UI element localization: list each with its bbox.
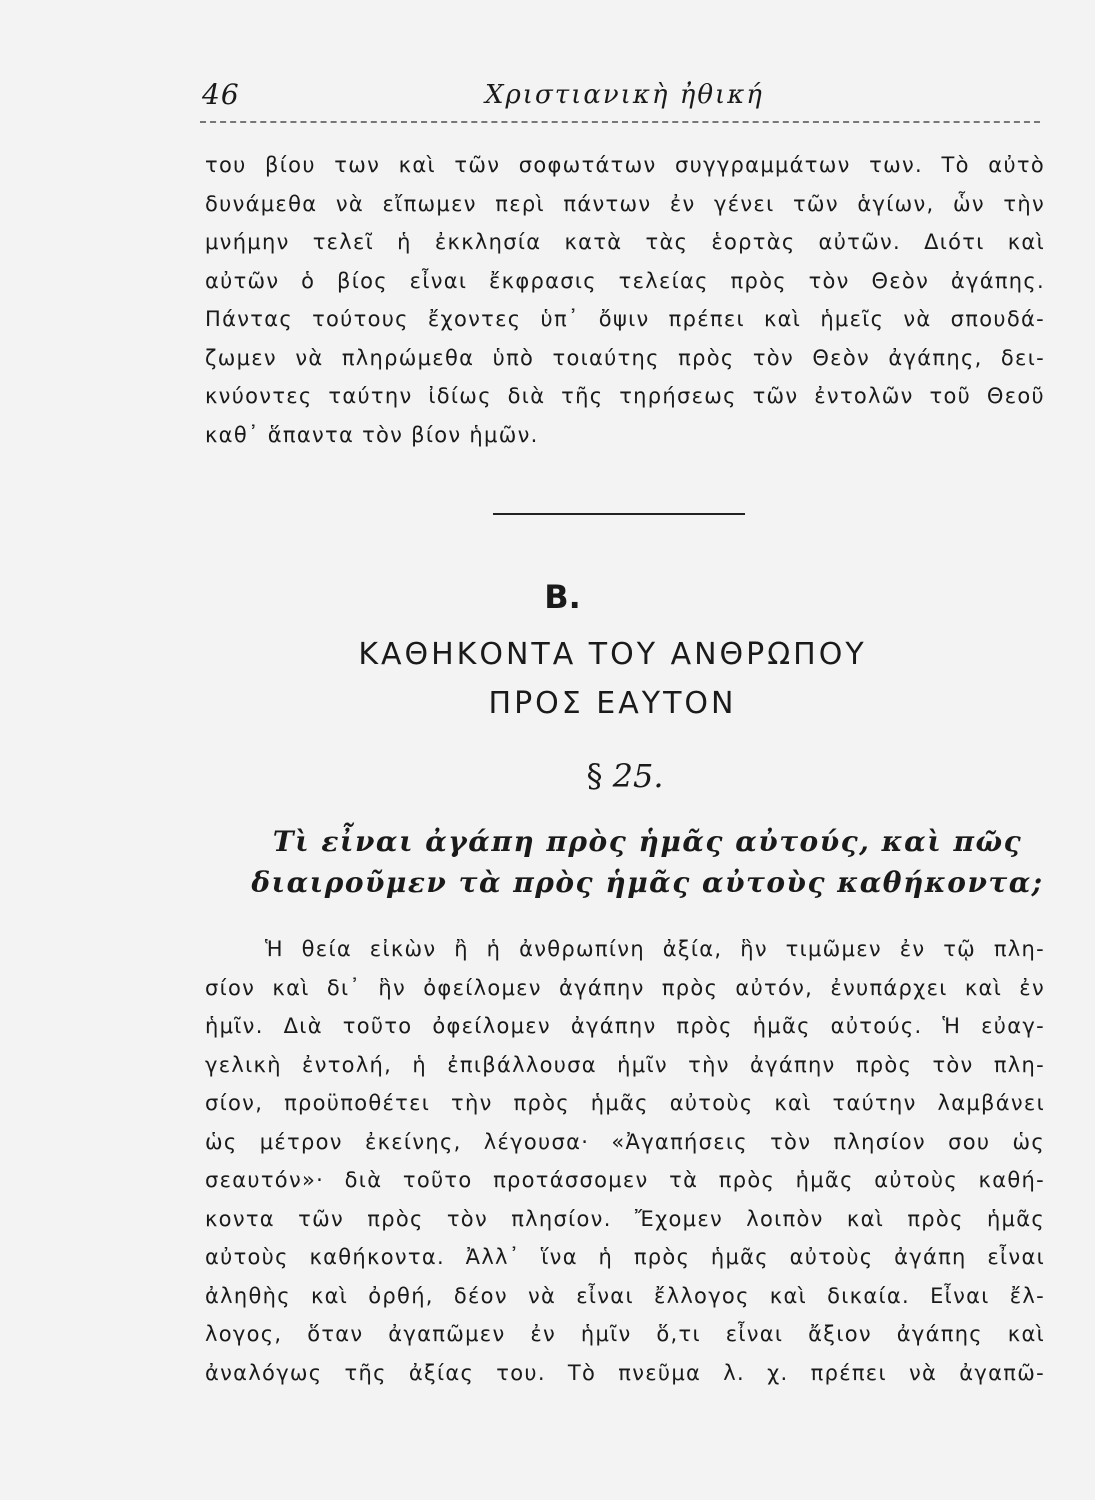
text-line: Πάντας τούτους ἔχοντες ὑπ᾿ ὄψιν πρέπει καὶ ἡμεῖς νὰ σπουδά-	[205, 307, 1045, 331]
page-header	[200, 78, 1040, 118]
text-line: δυνάμεθα νὰ εἴπωμεν περὶ πάντων ἐν γένει τῶν ἁγίων, ὧν τὴν	[205, 191, 1045, 216]
section-letter: Β.	[544, 578, 581, 616]
question-heading-line-1: Τὶ εἶναι ἀγάπη πρὸς ἡμᾶς αὐτούς, καὶ πῶς	[272, 825, 1023, 858]
header-divider	[200, 121, 1040, 123]
text-line: λογος, ὅταν ἀγαπῶμεν ἐν ἡμῖν ὅ,τι εἶναι ἄξιον ἀγάπης καὶ	[205, 1322, 1045, 1346]
text-line: αὐτοὺς καθήκοντα. Ἀλλ᾿ ἵνα ἡ πρὸς ἡμᾶς αὐτοὺς ἀγάπη εἶναι	[205, 1245, 1045, 1269]
text-line: Ἡ θεία εἰκὼν ἢ ἡ ἀνθρωπίνη ἀξία, ἣν τιμῶμεν ἐν τῷ πλη-	[265, 937, 1045, 961]
text-line: κοντα τῶν πρὸς τὸν πλησίον. Ἔχομεν λοιπὸν καὶ πρὸς ἡμᾶς	[205, 1206, 1045, 1231]
text-line: γελικὴ ἐντολή, ἡ ἐπιβάλλουσα ἡμῖν τὴν ἀγάπην πρὸς τὸν πλη-	[205, 1052, 1045, 1077]
question-heading-line-2: διαιροῦμεν τὰ πρὸς ἡμᾶς αὐτοὺς καθήκοντα;	[251, 866, 1044, 899]
text-line: σεαυτόν»· διὰ τοῦτο προτάσσομεν τὰ πρὸς ἡμᾶς αὐτοὺς καθή-	[205, 1168, 1045, 1192]
text-line: καθ᾿ ἅπαντα τὸν βίον ἡμῶν.	[205, 422, 539, 447]
running-title: Χριστιανικὴ ἠθική	[485, 80, 764, 110]
text-line: ὡς μέτρον ἐκείνης, λέγουσα· «Ἀγαπήσεις τὸν πλησίον σου ὡς	[205, 1129, 1045, 1154]
page-number: 46	[202, 78, 240, 111]
text-line: του βίου των καὶ τῶν σοφωτάτων συγγραμμάτων των. Τὸ αὐτὸ	[205, 153, 1045, 177]
text-line: μνήμην τελεῖ ἡ ἐκκλησία κατὰ τὰς ἑορτὰς αὐτῶν. Διότι καὶ	[205, 230, 1045, 254]
text-line: ἀναλόγως τῆς ἀξίας του. Τὸ πνεῦμα λ. χ. πρέπει νὰ ἀγαπῶ-	[205, 1360, 1045, 1385]
section-title-line-2: ΠΡΟΣ ΕΑΥΤΟΝ	[488, 686, 737, 721]
paragraph-bottom	[205, 930, 1045, 1392]
text-line: σίον καὶ δι᾿ ἣν ὀφείλομεν ἀγάπην πρὸς αὐτόν, ἐνυπάρχει καὶ ἐν	[205, 975, 1045, 1000]
text-line: ἡμῖν. Διὰ τοῦτο ὀφείλομεν ἀγάπην πρὸς ἡμᾶς αὐτούς. Ἡ εὐαγ-	[205, 1014, 1045, 1038]
text-line: αὐτῶν ὁ βίος εἶναι ἔκφρασις τελείας πρὸς τὸν Θεὸν ἀγάπης.	[205, 268, 1045, 293]
paragraph-top	[205, 146, 1045, 454]
text-line: κνύοντες ταύτην ἰδίως διὰ τῆς τηρήσεως τῶν ἐντολῶν τοῦ Θεοῦ	[205, 384, 1045, 408]
text-line: σίον, προϋποθέτει τὴν πρὸς ἡμᾶς αὐτοὺς καὶ ταύτην λαμβάνει	[205, 1091, 1045, 1115]
text-line: ζωμεν νὰ πληρώμεθα ὑπὸ τοιαύτης πρὸς τὸν Θεὸν ἀγάπης, δει-	[205, 345, 1045, 370]
paragraph-number: 25.	[612, 757, 664, 795]
text-line: ἀληθὴς καὶ ὀρθή, δέον νὰ εἶναι ἔλλογος καὶ δικαία. Εἶναι ἔλ-	[205, 1283, 1045, 1308]
section-sign: §	[586, 757, 603, 795]
paragraph-heading	[0, 757, 1095, 795]
section-separator	[493, 513, 745, 515]
section-title-line-1: ΚΑΘΗΚΟΝΤΑ ΤΟΥ ΑΝΘΡΩΠΟΥ	[358, 637, 867, 672]
